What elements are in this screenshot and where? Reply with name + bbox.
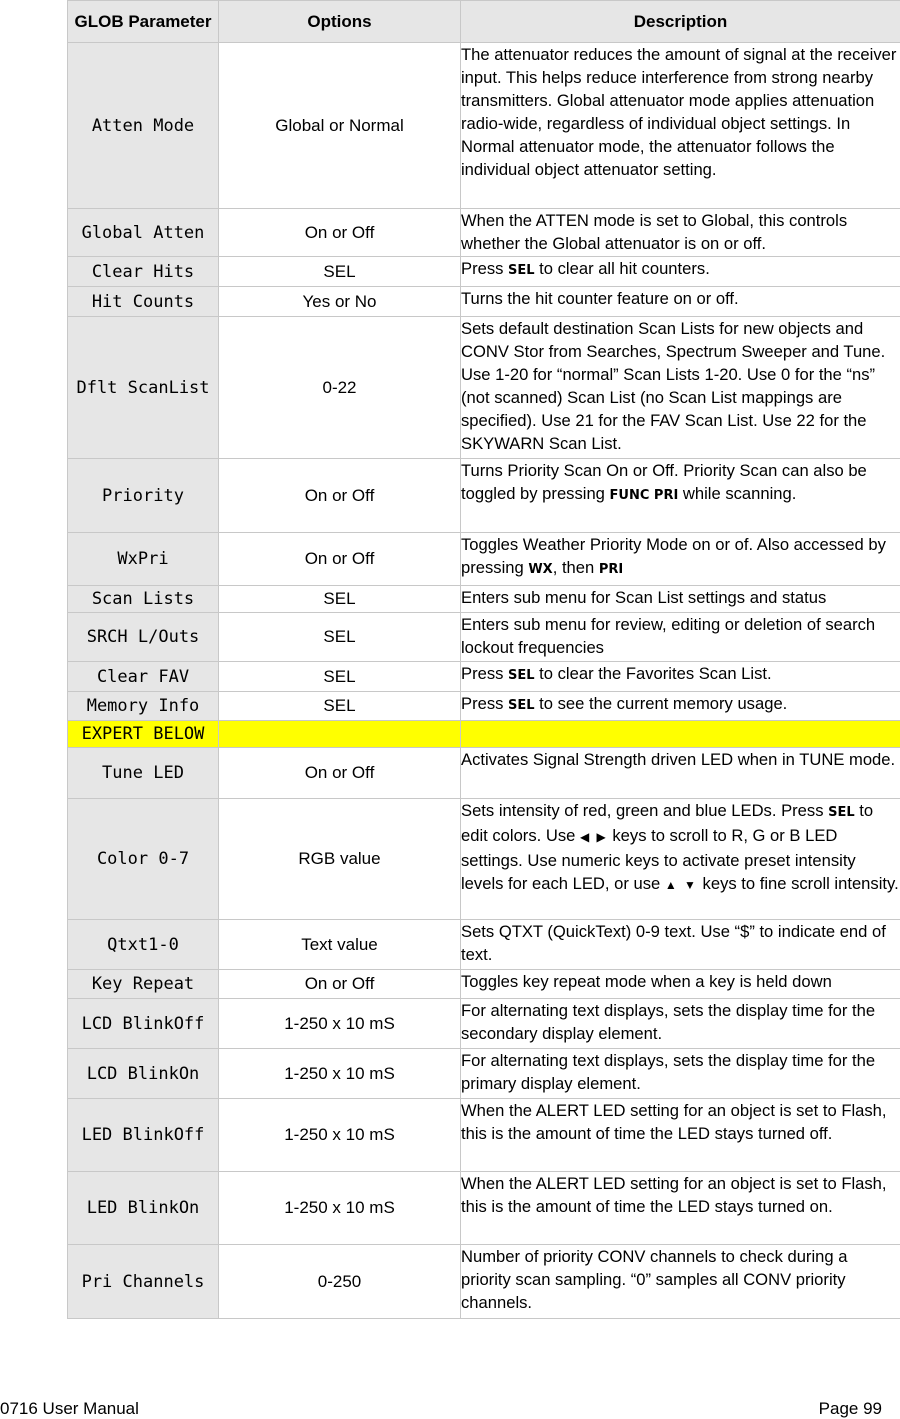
sel-key-label: SEL	[828, 805, 855, 820]
table-row	[68, 999, 900, 1049]
expert-below-row	[68, 721, 900, 748]
table-row	[68, 1245, 900, 1319]
desc-text: , then	[552, 558, 599, 577]
footer-manual-title: 0716 User Manual	[0, 1399, 139, 1418]
table-row	[68, 287, 900, 317]
options-cell: On or Off	[219, 970, 461, 999]
desc-text: Press	[461, 664, 509, 683]
options-cell: 0-250	[219, 1245, 461, 1319]
desc-text: keys to fine scroll intensity.	[697, 874, 899, 893]
options-cell: 1-250 x 10 mS	[219, 1049, 461, 1099]
table-row	[68, 1172, 900, 1245]
param-cell: Qtxt1-0	[68, 920, 219, 970]
table-row	[68, 613, 900, 662]
table-header-row	[68, 1, 900, 43]
desc-text: Turns Priority Scan On or Off. Priority Scan can also be toggled by pressing	[461, 461, 867, 503]
param-cell: Tune LED	[68, 748, 219, 799]
param-cell: Color 0-7	[68, 799, 219, 920]
description-cell: Sets default destination Scan Lists for new objects and CONV Stor from Searches, Spectrum Sweeper and Tune. Use 1-20 for “normal” Scan Lists 1-20. Use 0 for the “ns” (not scanned) Scan List (no Scan List mappings are specified). Use 21 for the FAV Scan List. Use 22 for the SKYWARN Scan List.	[461, 317, 900, 459]
options-cell: RGB value	[219, 799, 461, 920]
table-row	[68, 257, 900, 287]
left-right-arrows-icon: ◀ ▶	[579, 830, 608, 844]
table-row	[68, 920, 900, 970]
description-cell	[461, 799, 900, 920]
options-cell: Global or Normal	[219, 43, 461, 209]
sel-key-label: SEL	[508, 668, 535, 683]
up-down-arrows-icon: ▲ ▼	[664, 878, 698, 892]
description-cell	[461, 721, 900, 748]
table-row	[68, 533, 900, 586]
options-cell: Text value	[219, 920, 461, 970]
header-parameter: GLOB Parameter	[68, 1, 219, 43]
table-row	[68, 748, 900, 799]
param-cell: Key Repeat	[68, 970, 219, 999]
table-row	[68, 1099, 900, 1172]
glob-parameter-table	[67, 0, 900, 1319]
param-cell: Dflt ScanList	[68, 317, 219, 459]
table-row	[68, 692, 900, 721]
table-row	[68, 799, 900, 920]
description-cell: Enters sub menu for Scan List settings and status	[461, 586, 900, 613]
description-cell	[461, 257, 900, 287]
desc-text: to edit colors. Use	[461, 801, 874, 845]
description-cell: For alternating text displays, sets the display time for the primary display element.	[461, 1049, 900, 1099]
options-cell: SEL	[219, 613, 461, 662]
footer-page-number: Page 99	[818, 1399, 882, 1418]
table-row	[68, 586, 900, 613]
description-cell: For alternating text displays, sets the display time for the secondary display element.	[461, 999, 900, 1049]
func-pri-key-label: FUNC PRI	[609, 488, 679, 503]
options-cell: SEL	[219, 257, 461, 287]
options-cell: 1-250 x 10 mS	[219, 1099, 461, 1172]
description-cell: The attenuator reduces the amount of signal at the receiver input. This helps reduce interference from strong nearby transmitters. Global attenuator mode applies attenuation radio-wide, regardless of individual object settings. In Normal attenuator mode, the attenuator follows the individual object attenuator setting.	[461, 43, 900, 209]
table-row	[68, 970, 900, 999]
description-cell: When the ATTEN mode is set to Global, this controls whether the Global attenuator is on or off.	[461, 209, 900, 257]
description-cell: Turns the hit counter feature on or off.	[461, 287, 900, 317]
description-cell: Sets QTXT (QuickText) 0-9 text. Use “$” to indicate end of text.	[461, 920, 900, 970]
param-cell: Clear FAV	[68, 662, 219, 692]
desc-text: Press	[461, 694, 509, 713]
options-cell: 0-22	[219, 317, 461, 459]
param-cell: WxPri	[68, 533, 219, 586]
param-cell: LED BlinkOff	[68, 1099, 219, 1172]
options-cell: On or Off	[219, 209, 461, 257]
description-cell	[461, 533, 900, 586]
table-row	[68, 1049, 900, 1099]
options-cell: 1-250 x 10 mS	[219, 1172, 461, 1245]
table-row	[68, 317, 900, 459]
options-cell: Yes or No	[219, 287, 461, 317]
param-cell: Global Atten	[68, 209, 219, 257]
table-row	[68, 459, 900, 533]
options-cell: On or Off	[219, 748, 461, 799]
description-cell: Activates Signal Strength driven LED when in TUNE mode.	[461, 748, 900, 799]
options-cell: On or Off	[219, 459, 461, 533]
desc-text: to see the current memory usage.	[534, 694, 788, 713]
table-row	[68, 209, 900, 257]
param-cell: LCD BlinkOn	[68, 1049, 219, 1099]
desc-text: keys to scroll to R, G or B LED settings. Use numeric keys to activate preset intensity levels for each LED, or use	[461, 826, 856, 893]
description-cell	[461, 662, 900, 692]
expert-below-label: EXPERT BELOW	[68, 721, 219, 748]
sel-key-label: SEL	[508, 698, 535, 713]
wx-key-label: WX	[528, 562, 553, 577]
options-cell: SEL	[219, 662, 461, 692]
desc-text: to clear the Favorites Scan List.	[534, 664, 772, 683]
options-cell: 1-250 x 10 mS	[219, 999, 461, 1049]
param-cell: Atten Mode	[68, 43, 219, 209]
description-cell: Enters sub menu for review, editing or deletion of search lockout frequencies	[461, 613, 900, 662]
table-row	[68, 43, 900, 209]
description-cell: Toggles key repeat mode when a key is held down	[461, 970, 900, 999]
header-description: Description	[461, 1, 900, 43]
options-cell	[219, 721, 461, 748]
header-options: Options	[219, 1, 461, 43]
description-cell: When the ALERT LED setting for an object is set to Flash, this is the amount of time the LED stays turned on.	[461, 1172, 900, 1245]
param-cell: LED BlinkOn	[68, 1172, 219, 1245]
param-cell: Priority	[68, 459, 219, 533]
sel-key-label: SEL	[508, 263, 535, 278]
description-cell: Number of priority CONV channels to check during a priority scan sampling. “0” samples all CONV priority channels.	[461, 1245, 900, 1319]
desc-text: Sets intensity of red, green and blue LEDs. Press	[461, 801, 829, 820]
param-cell: Clear Hits	[68, 257, 219, 287]
param-cell: Scan Lists	[68, 586, 219, 613]
desc-text: to clear all hit counters.	[534, 259, 710, 278]
options-cell: SEL	[219, 692, 461, 721]
param-cell: Memory Info	[68, 692, 219, 721]
description-cell	[461, 459, 900, 533]
table-row	[68, 662, 900, 692]
pri-key-label: PRI	[598, 562, 624, 577]
description-cell	[461, 692, 900, 721]
param-cell: Pri Channels	[68, 1245, 219, 1319]
desc-text: Press	[461, 259, 509, 278]
description-cell: When the ALERT LED setting for an object is set to Flash, this is the amount of time the LED stays turned off.	[461, 1099, 900, 1172]
options-cell: On or Off	[219, 533, 461, 586]
desc-text: Toggles Weather Priority Mode on or of. Also accessed by pressing	[461, 535, 886, 577]
param-cell: SRCH L/Outs	[68, 613, 219, 662]
param-cell: Hit Counts	[68, 287, 219, 317]
options-cell: SEL	[219, 586, 461, 613]
param-cell: LCD BlinkOff	[68, 999, 219, 1049]
desc-text: while scanning.	[678, 484, 797, 503]
